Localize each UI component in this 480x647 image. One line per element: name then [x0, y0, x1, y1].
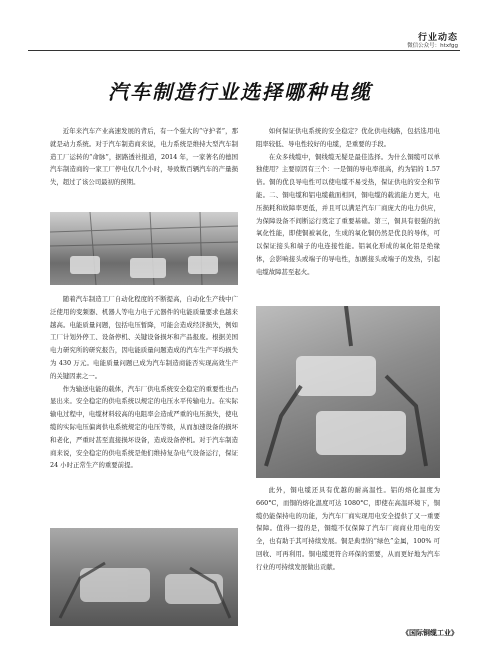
header-rule — [28, 50, 460, 51]
factory-photo-2 — [256, 306, 440, 478]
paragraph: 此外，铜电缆还具有优越的耐高温性。铝的熔化温度为 660°C，而铜的熔化温度可达 1080°C，即使在高温环境下，铜缆仍能保持电的功能，为汽车厂商实现用电安全提供了又一重要保障。值得一提的是，铜缆不仅保障了汽车厂商商业用电的安全，也有助于其可持续发展。铜是典型的“绿色”金属，100% 可回收、可再利用。铜电缆更符合环保的需要，从而更好地为汽车行业的可持续发展做出贡献。 — [256, 486, 440, 571]
column-1-top — [50, 125, 238, 189]
article-title: 汽车制造行业选择哪种电缆 — [108, 80, 372, 104]
section-label: 行业动态 — [417, 33, 458, 43]
column-2-bottom — [256, 484, 440, 574]
column-1-bottom — [50, 293, 238, 472]
factory-photo-1 — [50, 212, 238, 285]
column-2-top — [256, 125, 440, 279]
journal-footer: 《国际铜缆工业》 — [402, 629, 458, 637]
factory-photo-3 — [50, 528, 238, 626]
paragraph: 在众多线缆中，铜线缆无疑是最佳选择。为什么铜缆可以单独使用？主要原因有三个：一是铜的导电率很高，约为铝的 1.57 倍。铜的优良导电性可以使电缆不易受热，保证供电的安全和节能。二、铜电缆和铝电缆截面相同，铜电缆的载流能力更大，电压损耗和故障率更低，并且可以满足汽车厂商庞大的电力供应，为保障设备不间断运行奠定了重要基础。第三，铜具有很强的抗氧化性能，即使铜被氧化，生成的氧化铜仍然是优良的导体，可以保证接头和端子的电连接性能。铝氧化形成的氧化铝是绝缘体，会影响接头或端子的导电性，加剧接头或端子的发热，引起电缆故障甚至起火。 — [256, 152, 440, 276]
paragraph: 近年来汽车产业高速发展的背后，有一个强大的“守护者”，那就是动力系统。对于汽车制造商来说，电力系统是维持大型汽车制造工厂运转的“命脉”，据路透社报道，2014 年，一家著名的德国汽车制造商的一家工厂停电仅几个小时，导致数百辆汽车的产量损失，超过了该公司最初的预期。 — [50, 127, 238, 187]
wechat-id: 微信公众号：htxfgg — [407, 43, 458, 49]
paragraph: 随着汽车制造工厂自动化程度的不断提高，自动化生产线中广泛使用的变频器、机器人等电力电子元器件的电能质量要求也越来越高。电能质量问题，包括电压暂降，可能会造成经济损失，例如工厂计划外停工、设备停机、关键设备损坏和产品报废。根据美国电力研究所的研究报告，因电能质量问题造成的汽车生产平均损失为 430 万元。电能质量问题已成为汽车制造商能否实现高效生产的关键因素之一。 — [50, 295, 238, 380]
paragraph: 作为输送电能的载体，汽车厂供电系统安全稳定的重要性也凸显出来。安全稳定的供电系统以规定的电压水平传输电力。在实际输电过程中，电缆材料较高的电阻率会造成严重的电压损失，使电缆的实际电压偏离供电系统规定的电压等级，从而加速设备的损坏和老化，严重时甚至直接损坏设备，造成设备停机。对于汽车制造商来说，安全稳定的供电系统是他们维持复杂电气设备运行，保证 24 小时正常生产的重要前提。 — [50, 384, 238, 470]
paragraph: 如何保证供电系统的安全稳定？优化供电线路，包括选用电阻率较低、导电性较好的电缆，是重要的手段。 — [256, 127, 440, 148]
